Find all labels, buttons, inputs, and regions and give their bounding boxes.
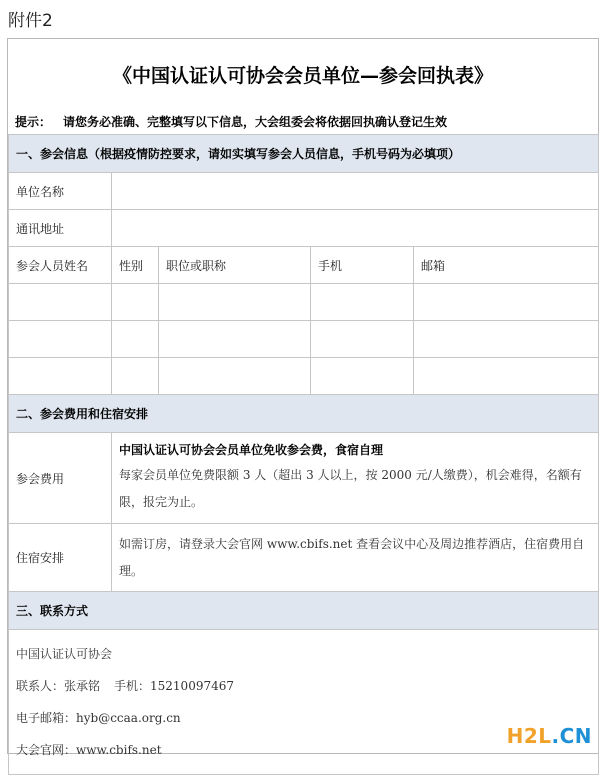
attendee-gender-cell[interactable] [112, 284, 159, 321]
logo-part2: .CN [551, 724, 592, 748]
unit-name-row [9, 173, 599, 210]
form-title: 《中国认证认可协会会员单位—参会回执表》 [112, 65, 493, 87]
attendee-row [9, 358, 599, 395]
logo-part1: H2L [506, 724, 552, 748]
fee-label: 参会费用 [9, 433, 112, 524]
section2-header-row [9, 395, 599, 433]
contact-org: 中国认证认可协会 [16, 647, 113, 661]
attendee-row [9, 321, 599, 358]
section3-header-row [9, 592, 599, 630]
registration-form [7, 38, 599, 757]
attendee-email-cell[interactable] [414, 358, 599, 395]
attendee-title-cell[interactable] [159, 284, 311, 321]
hint-line [15, 113, 447, 130]
col-title: 职位或职称 [159, 247, 311, 284]
attendee-phone-cell[interactable] [311, 284, 414, 321]
section3-header: 三、联系方式 [9, 592, 599, 630]
attendee-name-cell[interactable] [9, 358, 112, 395]
lodging-text: 如需订房，请登录大会官网 www.cbifs.net 查看会议中心及周边推荐酒店，住宿费用自理。 [119, 536, 585, 578]
col-attendee-name: 参会人员姓名 [9, 247, 112, 284]
attendee-gender-cell[interactable] [112, 321, 159, 358]
h2l-logo [507, 724, 592, 748]
unit-name-label: 单位名称 [9, 173, 112, 210]
contact-phone: 手机：15210097467 [114, 679, 234, 693]
unit-name-field[interactable] [112, 173, 599, 210]
attendee-email-cell[interactable] [414, 284, 599, 321]
attendee-phone-cell[interactable] [311, 358, 414, 395]
hint-text: 请您务必准确、完整填写以下信息，大会组委会将依据回执确认登记生效 [63, 115, 448, 129]
attachment-label: 附件2 [8, 11, 53, 31]
section1-header-row [9, 135, 599, 173]
fee-cell [112, 433, 599, 524]
section1-header: 一、参会信息（根据疫情防控要求，请如实填写参会人员信息，手机号码为必填项） [9, 135, 599, 173]
attendee-row [9, 284, 599, 321]
contact-cell [9, 630, 599, 775]
address-field[interactable] [112, 210, 599, 247]
attendee-email-cell[interactable] [414, 321, 599, 358]
hint-prefix: 提示： [15, 115, 52, 129]
fee-row [9, 433, 599, 524]
attendee-phone-cell[interactable] [311, 321, 414, 358]
col-phone: 手机 [311, 247, 414, 284]
attendee-title-cell[interactable] [159, 358, 311, 395]
lodging-cell [112, 524, 599, 592]
contact-website[interactable]: 大会官网：www.cbifs.net [16, 743, 162, 757]
col-email: 邮箱 [414, 247, 599, 284]
attendee-gender-cell[interactable] [112, 358, 159, 395]
attendee-name-cell[interactable] [9, 284, 112, 321]
attendee-title-cell[interactable] [159, 321, 311, 358]
lodging-label: 住宿安排 [9, 524, 112, 592]
fee-text: 每家会员单位免费限额 3 人（超出 3 人以上，按 2000 元/人缴费），机会难得，名额有限，报完为止。 [119, 467, 582, 509]
form-table [8, 134, 599, 775]
contact-person: 联系人：张承铭 [16, 679, 101, 693]
fee-title: 中国认证认可协会会员单位免收参会费，食宿自理 [119, 442, 384, 457]
lodging-row [9, 524, 599, 592]
contact-row [9, 630, 599, 775]
section2-header: 二、参会费用和住宿安排 [9, 395, 599, 433]
address-label: 通讯地址 [9, 210, 112, 247]
attendee-header-row [9, 247, 599, 284]
contact-email: 电子邮箱：hyb@ccaa.org.cn [16, 711, 181, 725]
address-row [9, 210, 599, 247]
attendee-name-cell[interactable] [9, 321, 112, 358]
col-gender: 性别 [112, 247, 159, 284]
contact-person-line [16, 670, 591, 702]
